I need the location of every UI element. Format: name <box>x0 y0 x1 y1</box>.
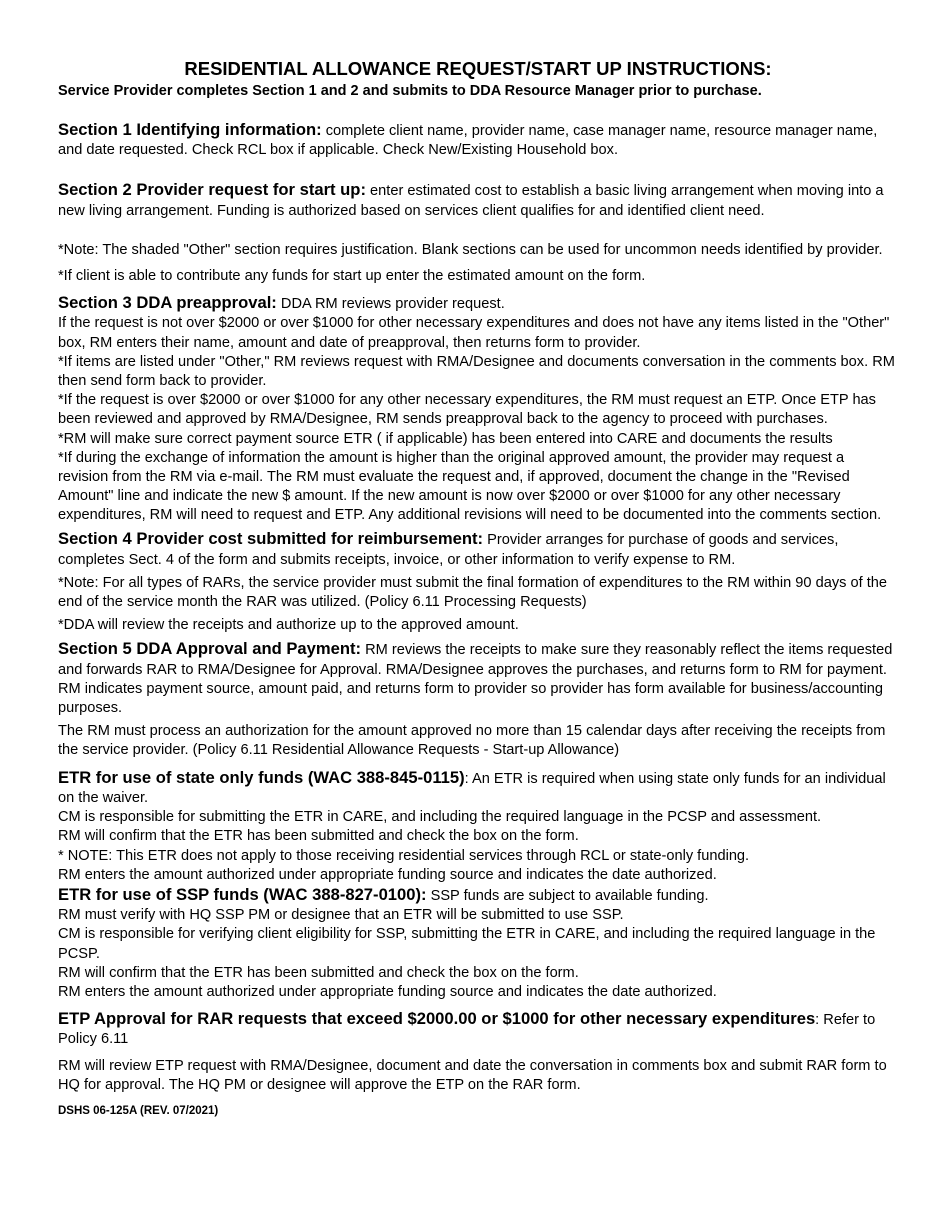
etr-ssp-line: RM will confirm that the ETR has been submitted and check the box on the form. <box>58 964 579 981</box>
section4-heading: Section 4 Provider cost submitted for reimbursement: <box>58 529 484 549</box>
section1-paragraph <box>58 120 898 160</box>
section5-paragraph <box>58 639 898 718</box>
section4-text: Provider arranges for purchase of goods and services, completes Sect. 4 of the form and submits receipts, invoice, or other information to verify expense to RM. <box>58 532 839 568</box>
note-client-contribution: *If client is able to contribute any funds for start up enter the estimated amount on the form. <box>58 268 646 285</box>
etr-state-heading: ETR for use of state only funds (WAC 388-845-0115) <box>58 767 465 787</box>
etr-ssp-line: RM must verify with HQ SSP PM or designee that an ETR will be submitted to use SSP. <box>58 907 624 924</box>
etr-ssp-line: CM is responsible for verifying client eligibility for SSP, submitting the ETR in CARE, and including the required language in the PCSP. <box>58 926 876 962</box>
section3-paragraph <box>58 293 898 314</box>
instructions-page <box>58 58 898 1117</box>
etr-ssp-text: SSP funds are subject to available funding. <box>426 887 709 904</box>
section2-paragraph <box>58 180 898 220</box>
etp-text: : Refer to Policy 6.11 <box>58 1012 876 1048</box>
section4-line: *Note: For all types of RARs, the service provider must submit the final formation of expenditures to the RM within 90 days of the end of the service month the RAR was utilized. (Policy 6.11 Processing Requests) <box>58 574 887 611</box>
section4-paragraph <box>58 529 898 569</box>
etp-paragraph <box>58 1009 898 1049</box>
section4-line: *DDA will review the receipts and authorize up to the approved amount. <box>58 617 519 634</box>
section1-heading: Section 1 Identifying information: <box>58 120 322 139</box>
etp-line: RM will review ETP request with RMA/Designee, document and date the conversation in comments box and submit RAR form to HQ for approval. The HQ PM or designee will approve the ETP on the RAR form. <box>58 1057 887 1093</box>
section5-heading: Section 5 DDA Approval and Payment: <box>58 639 362 659</box>
etr-state-line: CM is responsible for submitting the ETR in CARE, and including the required language in the PCSP and assessment. <box>58 809 822 826</box>
page-subtitle: Service Provider completes Section 1 and 2 and submits to DDA Resource Manager prior to purchase. <box>58 83 762 99</box>
section3-text: DDA RM reviews provider request. <box>276 296 505 313</box>
section3-line: *RM will make sure correct payment source ETR ( if applicable) has been entered into CARE and documents the results <box>58 430 833 447</box>
section5-text: RM reviews the receipts to make sure they reasonably reflect the items requested and forwards RAR to RMA/Designee for Approval. RMA/Designee approves the purchases, and returns form to RM for payment. RM indicates payment source, amount paid, and returns form to provider so provider has form available for business/accounting purposes. <box>58 642 893 717</box>
etr-state-line: RM enters the amount authorized under appropriate funding source and indicates the date authorized. <box>58 866 717 883</box>
etr-state-text: : An ETR is required when using state only funds for an individual on the waiver. <box>58 770 886 806</box>
section3-line: *If the request is over $2000 or over $1000 for any other necessary expenditures, the RM must request an ETP. Once ETP has been reviewed and approved by RMA/Designee, RM sends preapproval back to the agency to proceed with purchases. <box>58 392 876 428</box>
etr-state-paragraph <box>58 768 898 808</box>
section5-line: The RM must process an authorization for the amount approved no more than 15 calendar days after receiving the receipts from the service provider. (Policy 6.11 Residential Allowance Requests - Start-up Allowance) <box>58 723 886 759</box>
etr-ssp-line: RM enters the amount authorized under appropriate funding source and indicates the date authorized. <box>58 983 717 1000</box>
etr-state-line: * NOTE: This ETR does not apply to those receiving residential services through RCL or state-only funding. <box>58 847 750 864</box>
section1-text: complete client name, provider name, case manager name, resource manager name, and date requested. Check RCL box if applicable. Check New/Existing Household box. <box>58 123 878 159</box>
section3-line: *If items are listed under "Other," RM reviews request with RMA/Designee and documents conversation in the comments box. RM then send form back to provider. <box>58 353 895 390</box>
section3-line: *If during the exchange of information the amount is higher than the original approved amount, the provider may request a revision from the RM via e-mail. The RM must evaluate the request and, if approved, document the change in the "Revised Amount" line and indicate the new $ amount. If the new amount is now over $2000 or over $1000 for any other necessary expenditures, RM will need to request and ETP. Any additional revisions will need to be documented into the comments section. <box>58 449 882 524</box>
form-number-footer: DSHS 06-125A (REV. 07/2021) <box>58 1104 219 1117</box>
etr-ssp-paragraph <box>58 885 898 906</box>
section2-heading: Section 2 Provider request for start up: <box>58 180 366 200</box>
etr-ssp-heading: ETR for use of SSP funds (WAC 388-827-0100): <box>58 884 427 904</box>
section3-line: If the request is not over $2000 or over $1000 for other necessary expenditures and does not have any items listed in the "Other" box, RM enters their name, amount and date of preapproval, then returns form to provider. <box>58 315 890 351</box>
etr-state-line: RM will confirm that the ETR has been submitted and check the box on the form. <box>58 828 579 845</box>
page-title: RESIDENTIAL ALLOWANCE REQUEST/START UP INSTRUCTIONS: <box>184 58 772 79</box>
etp-heading: ETP Approval for RAR requests that exceed $2000.00 or $1000 for other necessary expenditures <box>58 1009 816 1029</box>
note-other-section: *Note: The shaded "Other" section requires justification. Blank sections can be used for uncommon needs identified by provider. <box>58 241 883 258</box>
section3-heading: Section 3 DDA preapproval: <box>58 293 277 313</box>
section2-text: enter estimated cost to establish a basic living arrangement when moving into a new living arrangement. Funding is authorized based on services client qualifies for and identified client need. <box>58 183 884 219</box>
